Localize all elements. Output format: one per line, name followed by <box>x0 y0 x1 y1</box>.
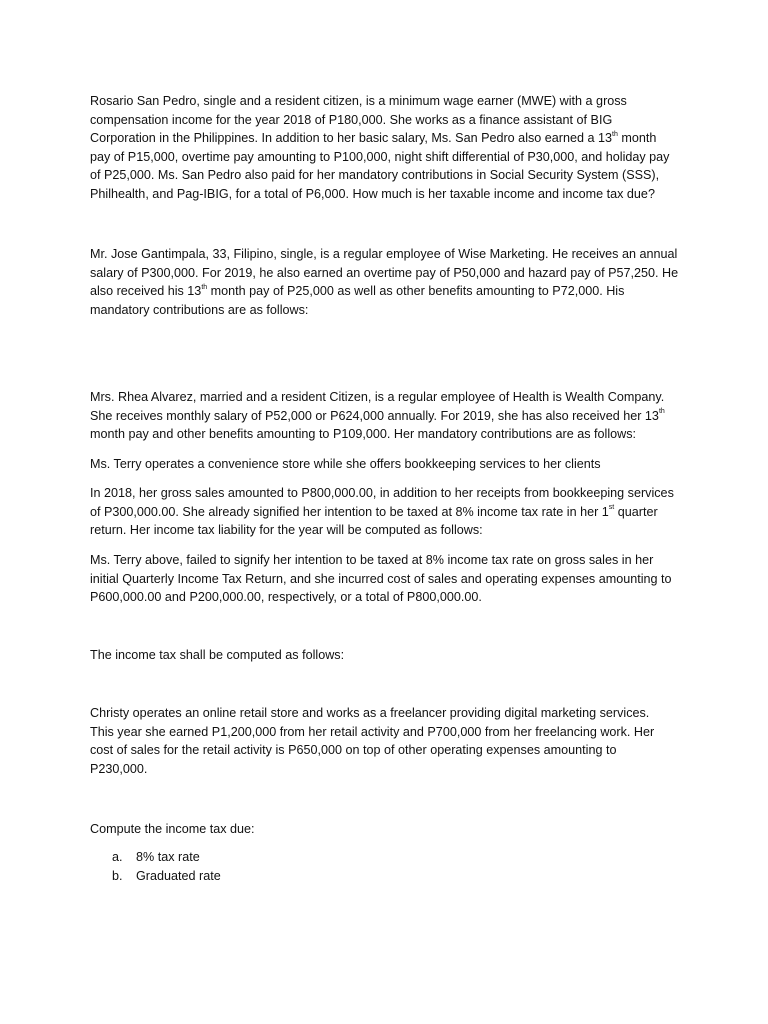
text-line <box>90 129 680 148</box>
line-text: Compute the income tax due: <box>90 822 255 836</box>
compute-instruction <box>90 820 680 839</box>
problem-jose-gantimpala <box>90 245 680 319</box>
text-line <box>90 245 680 264</box>
text-line <box>90 92 680 111</box>
line-text: of P25,000. Ms. San Pedro also paid for her mandatory contributions in Social Security System (SSS), <box>90 168 660 183</box>
ordinal-superscript: th <box>658 408 665 416</box>
text-line <box>90 741 680 760</box>
line-text: Mr. Jose Gantimpala, 33, Filipino, single, is a regular employee of Wise Marketing. He receives an annual <box>90 247 678 261</box>
option-item-b <box>112 867 221 886</box>
text-line <box>90 166 680 185</box>
text-line <box>90 704 680 723</box>
text-line <box>90 282 680 301</box>
line-text: P230,000. <box>90 761 148 776</box>
answer-options-list <box>112 848 221 885</box>
line-text: Christy operates an online retail store and works as a freelancer providing digital marketing services. <box>90 706 650 720</box>
line-text: P600,000.00 and P200,000.00, respectively, or a total of P800,000.00. <box>90 590 482 605</box>
problem-terry-failed-option <box>90 551 680 607</box>
text-line <box>90 455 680 474</box>
line-text: Ms. Terry above, failed to signify her intention to be taxed at 8% income tax rate on gross sales in her <box>90 553 654 567</box>
line-text: In 2018, her gross sales amounted to P800,000.00, in addition to her receipts from bookkeeping services <box>90 486 674 500</box>
text-line <box>90 388 680 407</box>
problem-christy <box>90 704 680 778</box>
line-text: pay of P15,000, overtime pay amounting to P100,000, night shift differential of P30,000, and holiday pay <box>90 149 670 164</box>
line-text: also received his 13 <box>90 284 202 299</box>
option-text: Graduated rate <box>136 868 221 883</box>
line-text: month pay and other benefits amounting to P109,000. Her mandatory contributions are as follows: <box>90 427 637 442</box>
text-line <box>90 185 680 204</box>
text-line <box>90 111 680 130</box>
line-text: Corporation in the Philippines. In addition to her basic salary, Ms. San Pedro also earned a 13 <box>90 131 613 146</box>
text-line <box>90 723 680 742</box>
line-text: Rosario San Pedro, single and a resident citizen, is a minimum wage earner (MWE) with a gross <box>90 94 627 108</box>
ordinal-superscript: th <box>612 131 618 138</box>
text-line <box>90 425 680 444</box>
line-text: Ms. Terry operates a convenience store while she offers bookkeeping services to her clients <box>90 457 601 471</box>
problem-terry-2018-sales <box>90 484 680 540</box>
text-line <box>90 407 680 426</box>
line-text: return. Her income tax liability for the year will be computed as follows: <box>90 523 483 538</box>
line-text: of P300,000.00. She already signified her intention to be taxed at 8% income tax rate in her 1 <box>90 504 609 519</box>
ordinal-superscript: st <box>608 504 615 512</box>
line-text-continued: month <box>617 131 657 146</box>
line-text: She receives monthly salary of P52,000 or P624,000 annually. For 2019, she has also received her 13 <box>90 408 659 423</box>
text-line <box>90 551 680 570</box>
line-text: Philhealth, and Pag-IBIG, for a total of P6,000. How much is her taxable income and income tax due? <box>90 186 655 201</box>
option-text: 8% tax rate <box>136 850 200 864</box>
line-text: This year she earned P1,200,000 from her retail activity and P700,000 from her freelancing work. Her <box>90 724 655 739</box>
ordinal-superscript: th <box>201 284 208 291</box>
problem-rosario-san-pedro <box>90 92 680 204</box>
text-line <box>90 264 680 283</box>
problem-rhea-alvarez <box>90 388 680 444</box>
text-line <box>90 820 680 839</box>
line-text: salary of P300,000. For 2019, he also earned an overtime pay of P50,000 and hazard pay of P57,250. He <box>90 265 679 280</box>
income-tax-computed-note <box>90 646 680 665</box>
line-text-continued: month pay of P25,000 as well as other benefits amounting to P72,000. His <box>207 284 625 299</box>
line-text: initial Quarterly Income Tax Return, and she incurred cost of sales and operating expenses amounting to <box>90 571 672 586</box>
text-line <box>90 148 680 167</box>
line-text: Mrs. Rhea Alvarez, married and a resident Citizen, is a regular employee of Health is Wealth Company. <box>90 390 665 404</box>
problem-terry-intro <box>90 455 680 474</box>
line-text: The income tax shall be computed as follows: <box>90 648 345 662</box>
text-line <box>90 570 680 589</box>
option-marker: a. <box>112 850 123 864</box>
text-line <box>90 646 680 665</box>
text-line <box>90 588 680 607</box>
line-text-continued: quarter <box>614 504 658 519</box>
text-line <box>90 301 680 320</box>
line-text: cost of sales for the retail activity is P650,000 on top of other operating expenses amounting to <box>90 743 617 758</box>
option-marker: b. <box>112 868 123 883</box>
text-line <box>90 503 680 522</box>
line-text: compensation income for the year 2018 of P180,000. She works as a finance assistant of BIG <box>90 112 613 127</box>
option-item-a <box>112 848 221 867</box>
line-text: mandatory contributions are as follows: <box>90 302 309 317</box>
text-line <box>90 521 680 540</box>
text-line <box>90 484 680 503</box>
text-line <box>90 760 680 779</box>
